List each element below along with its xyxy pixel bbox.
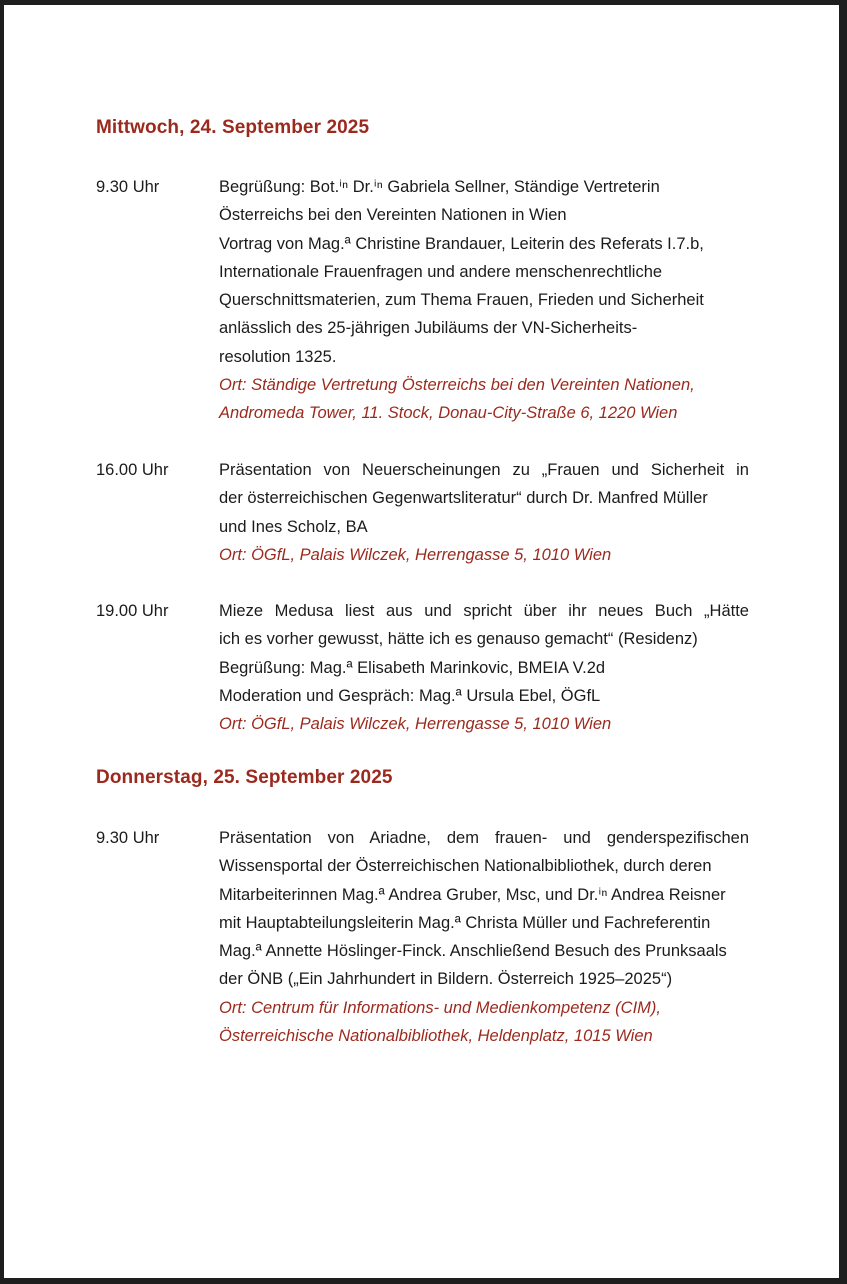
event-time: 16.00 Uhr xyxy=(96,461,169,479)
description-line: Österreichs bei den Vereinten Nationen in Wien xyxy=(219,206,567,225)
description-line: Internationale Frauenfragen und andere menschenrechtliche xyxy=(219,262,663,281)
event-location: Ort: ÖGfL, Palais Wilczek, Herrengasse 5, 1010 Wien xyxy=(219,545,612,564)
description-line: Begrüßung: Mag.ª Elisabeth Marinkovic, BMEIA V.2d xyxy=(219,658,606,677)
description-line: Wissensportal der Österreichischen Nationalbibliothek, durch deren xyxy=(219,857,712,876)
description-line: anlässlich des 25-jährigen Jubiläums der VN-Sicherheits- xyxy=(219,319,638,338)
day-heading-thursday: Donnerstag, 25. September 2025 xyxy=(96,767,393,788)
description-line: Präsentation von Ariadne, dem frauen- und genderspezifischen xyxy=(219,829,749,847)
description-line: Vortrag von Mag.ª Christine Brandauer, Leiterin des Referats I.7.b, xyxy=(219,234,704,253)
event-time: 19.00 Uhr xyxy=(96,602,169,620)
description-line: ich es vorher gewusst, hätte ich es genauso gemacht“ (Residenz) xyxy=(219,630,698,649)
event-description xyxy=(219,824,749,1050)
description-line: der österreichischen Gegenwartsliteratur“ durch Dr. Manfred Müller xyxy=(219,489,708,508)
description-line: Querschnittsmaterien, zum Thema Frauen, Frieden und Sicherheit xyxy=(219,291,704,310)
description-line: Begrüßung: Bot.ⁱⁿ Dr.ⁱⁿ Gabriela Sellner, Ständige Vertreterin xyxy=(219,178,660,196)
description-line: Präsentation von Neuerscheinungen zu „Frauen und Sicherheit in xyxy=(219,461,749,479)
event-location: Andromeda Tower, 11. Stock, Donau-City-Straße 6, 1220 Wien xyxy=(219,404,678,423)
description-line: und Ines Scholz, BA xyxy=(219,517,368,536)
event-time: 9.30 Uhr xyxy=(96,178,160,196)
description-line: resolution 1325. xyxy=(219,347,337,366)
description-line: der ÖNB („Ein Jahrhundert in Bildern. Österreich 1925–2025“) xyxy=(219,970,673,989)
document-page xyxy=(4,5,839,1278)
description-line: Mieze Medusa liest aus und spricht über ihr neues Buch „Hätte xyxy=(219,602,749,620)
description-line: mit Hauptabteilungsleiterin Mag.ª Christa Müller und Fachreferentin xyxy=(219,913,711,932)
event-location: Ort: Ständige Vertretung Österreichs bei den Vereinten Nationen, xyxy=(219,376,695,395)
description-line: Moderation und Gespräch: Mag.ª Ursula Ebel, ÖGfL xyxy=(219,686,601,705)
day-heading-wednesday: Mittwoch, 24. September 2025 xyxy=(96,117,370,138)
event-description xyxy=(219,173,749,428)
event-description xyxy=(219,597,749,738)
event-location: Österreichische Nationalbibliothek, Heldenplatz, 1015 Wien xyxy=(219,1027,653,1046)
description-line: Mitarbeiterinnen Mag.ª Andrea Gruber, Msc, und Dr.ⁱⁿ Andrea Reisner xyxy=(219,885,726,904)
event-description xyxy=(219,456,749,569)
event-time: 9.30 Uhr xyxy=(96,829,160,847)
event-location: Ort: ÖGfL, Palais Wilczek, Herrengasse 5, 1010 Wien xyxy=(219,715,612,734)
description-line: Mag.ª Annette Höslinger-Finck. Anschließend Besuch des Prunksaals xyxy=(219,942,727,961)
event-location: Ort: Centrum für Informations- und Medienkompetenz (CIM), xyxy=(219,998,661,1017)
